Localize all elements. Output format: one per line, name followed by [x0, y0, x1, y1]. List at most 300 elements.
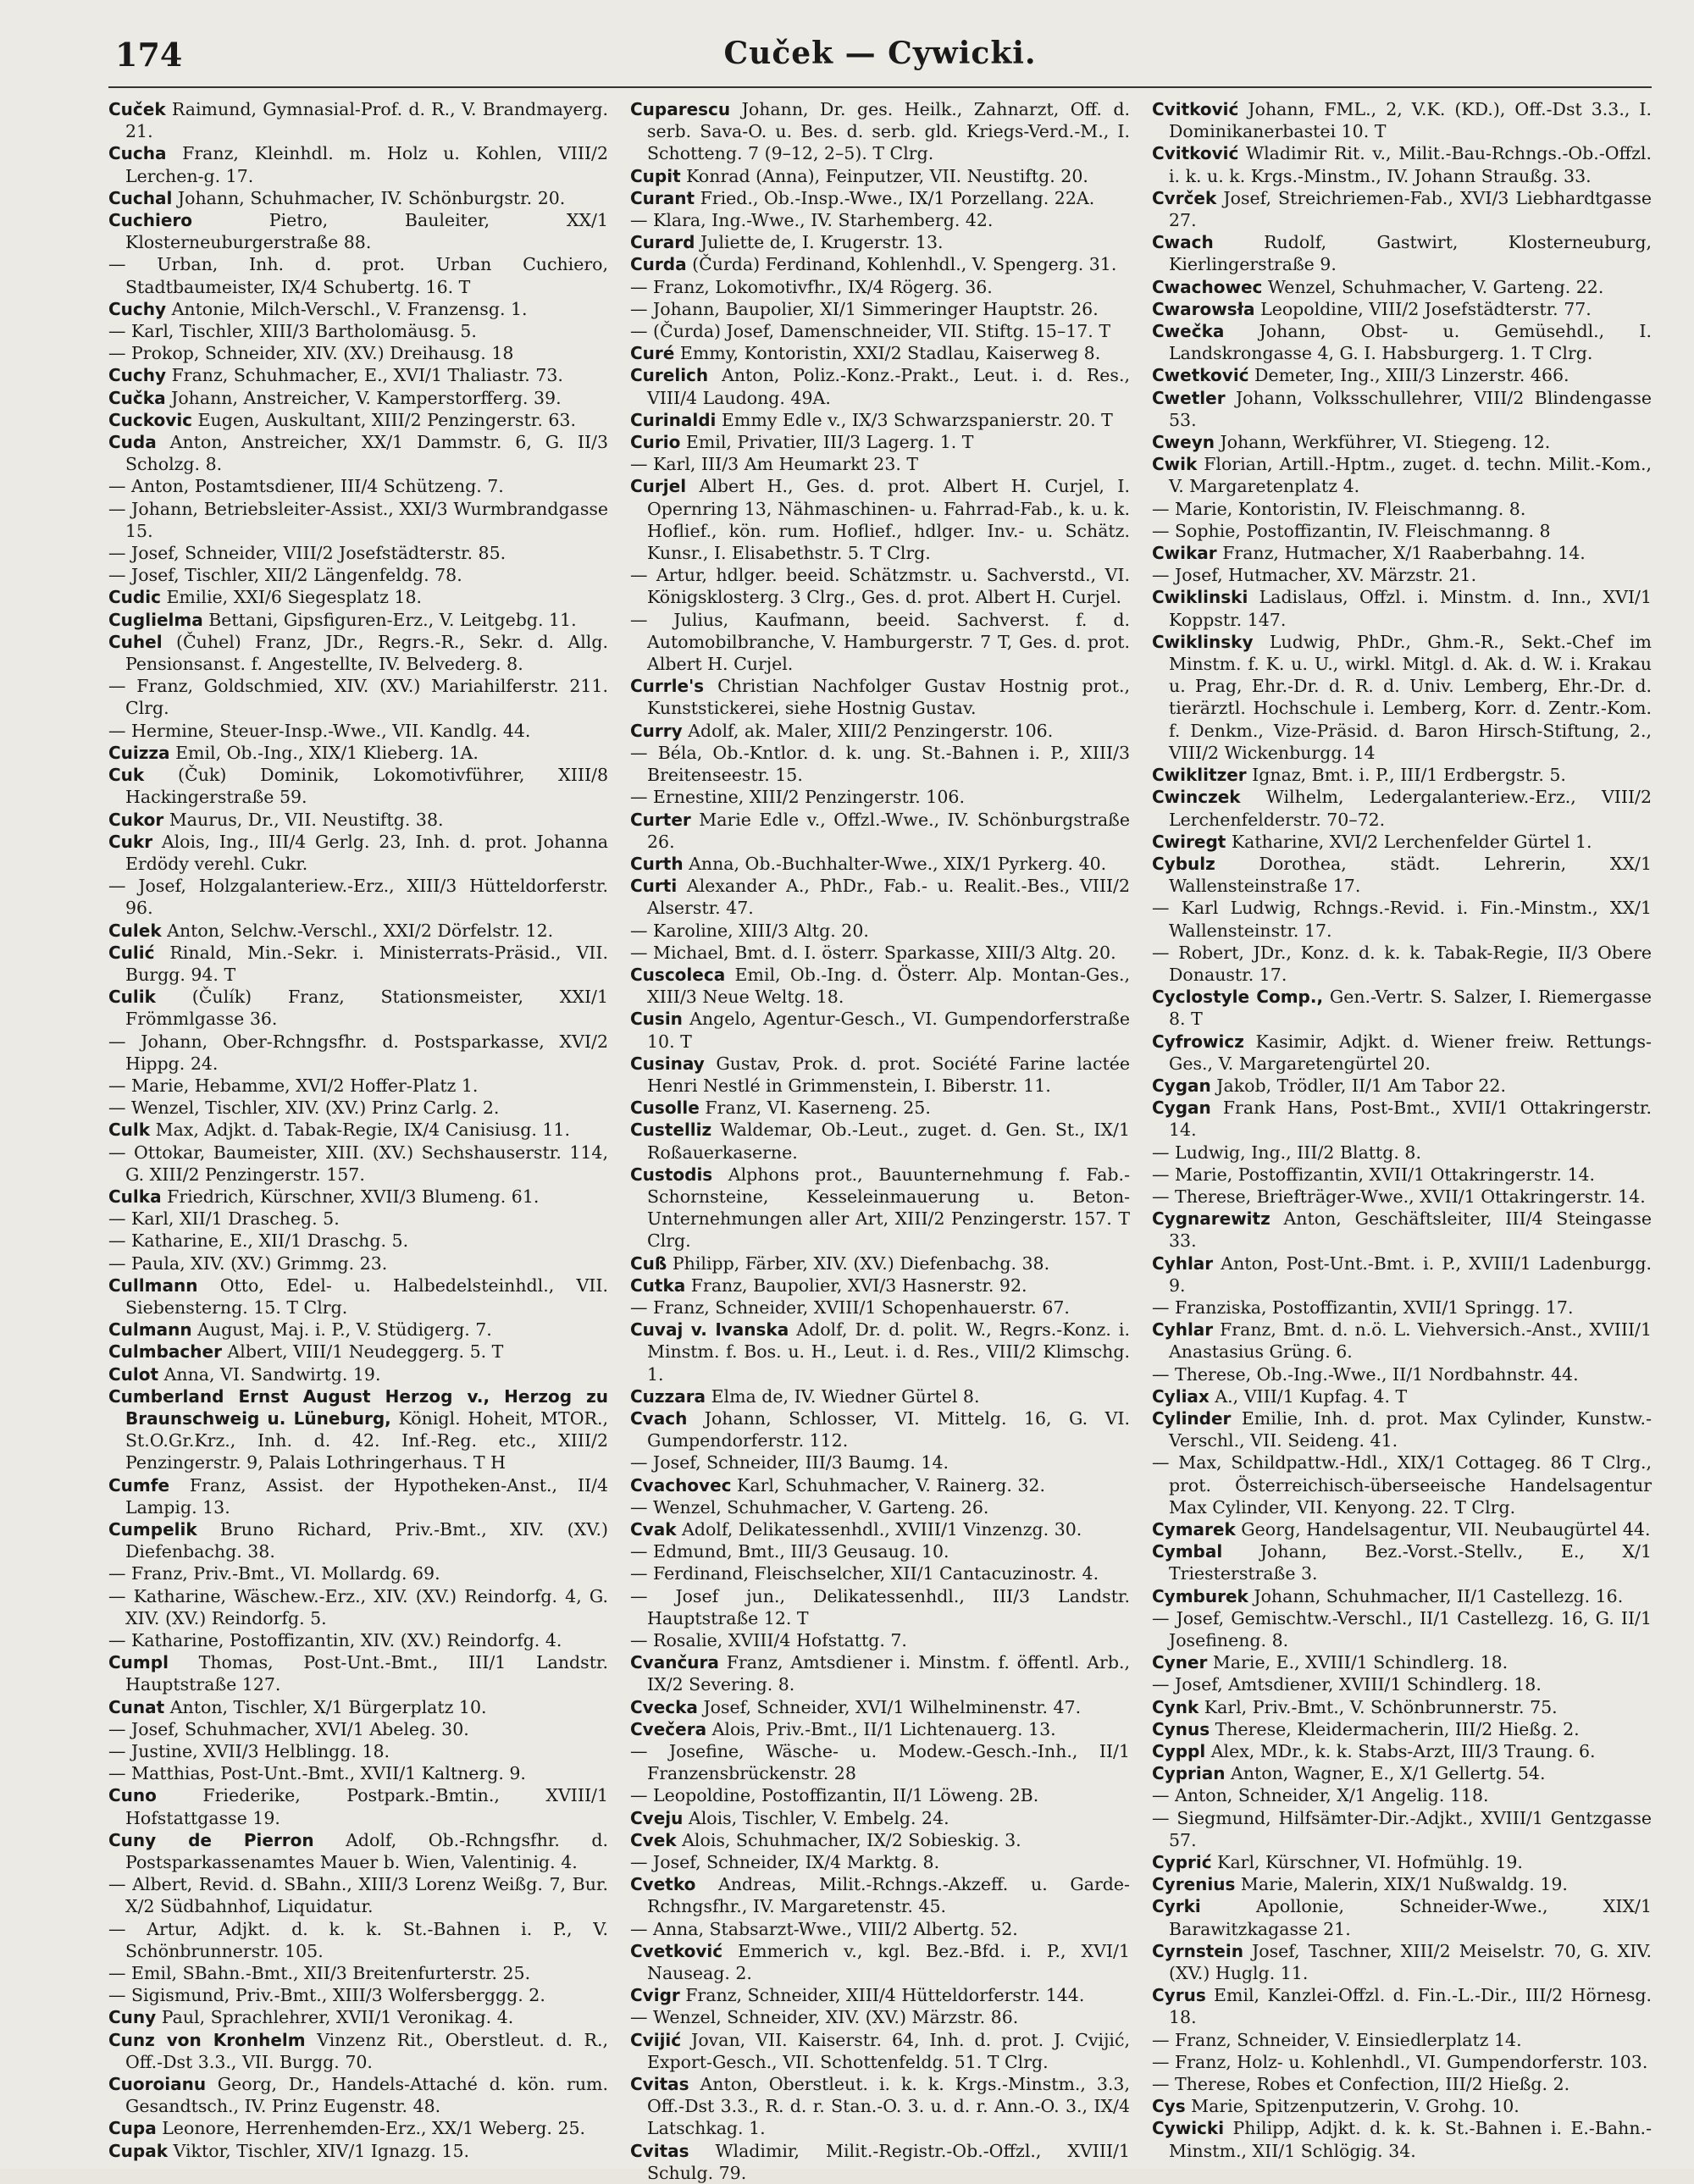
entry-details: Wladimir Rit. v., Milit.-Bau-Rchngs.-Ob.-Offzl. i. k. u. k. Krgs.-Minstm., IV. Johann Straußg. 33. [1169, 143, 1652, 186]
directory-entry [630, 431, 1130, 453]
directory-entry [630, 1851, 1130, 1873]
entry-details: Florian, Artill.-Hptm., zuget. d. techn. Milit.-Kom., V. Margaretenplatz 4. [1169, 454, 1652, 497]
directory-entry [630, 320, 1130, 342]
entry-details: Johann, Schlosser, VI. Mittelg. 16, G. VI. Gumpendorferstr. 112. [647, 1407, 1130, 1451]
directory-entry [1152, 1451, 1652, 1518]
entry-details: Thomas, Post-Unt.-Bmt., III/1 Landstr. Hauptstraße 127. [125, 1652, 608, 1695]
directory-entry [1152, 1784, 1652, 1806]
directory-entry [108, 387, 608, 409]
entry-surname: Cyliax [1152, 1385, 1210, 1407]
directory-entry [630, 1164, 1130, 1252]
directory-entry [630, 2140, 1130, 2184]
entry-details: Alexander A., PhDr., Fab.- u. Realit.-Bes., VIII/2 Alserstr. 47. [647, 876, 1130, 919]
entry-details: — Max, Schildpattw.-Hdl., XIX/1 Cottageg. 86 T Clrg., prot. Österreichisch-überseeische Handelsagentur Max Cylinder, VII. Kenyong. 22. T Clrg. [1152, 1452, 1652, 1518]
entry-details: — Urban, Inh. d. prot. Urban Cuchiero, Stadtbaumeister, IX/4 Schubertg. 16. T [108, 254, 608, 297]
directory-entry [630, 1696, 1130, 1718]
directory-entry [1152, 831, 1652, 853]
directory-entry [108, 498, 608, 542]
entry-details: Emmy, Kontoristin, XXI/2 Stadlau, Kaiserweg 8. [674, 343, 1101, 364]
entry-details: — Anton, Schneider, X/1 Angelig. 118. [1152, 1785, 1489, 1806]
directory-entry [630, 1829, 1130, 1851]
entry-surname: Cwetler [1152, 387, 1226, 408]
entry-surname: Cyhlar [1152, 1252, 1214, 1274]
directory-entry [630, 1918, 1130, 1940]
entry-details: — Josef, Schneider, VIII/2 Josefstädterstr. 85. [108, 543, 507, 564]
entry-details: Therese, Kleidermacherin, III/2 Hießg. 2. [1210, 1718, 1580, 1739]
entry-surname: Cwarowsła [1152, 298, 1255, 319]
directory-entry [1152, 298, 1652, 320]
entry-details: Rinald, Min.-Sekr. i. Ministerrats-Präsid., VII. Burgg. 94. T [125, 942, 608, 985]
directory-entry [1152, 142, 1652, 186]
entry-surname: Cupak [108, 2140, 169, 2161]
directory-entry [108, 1031, 608, 1075]
entry-details: — Edmund, Bmt., III/3 Geusaug. 10. [630, 1541, 949, 1562]
entry-surname: Cuchy [108, 365, 167, 386]
entry-details: — Ottokar, Baumeister, XIII. (XV.) Sechshauserstr. 114, G. XIII/2 Penzingerstr. 157. [108, 1142, 608, 1185]
directory-entry [108, 2029, 608, 2073]
entry-details: — Julius, Kaufmann, beeid. Sachverst. f. d. Automobilbranche, V. Hamburgerstr. 7 T, Ges. d. prot. Albert H. Curjel. [630, 609, 1130, 675]
entry-surname: Cveju [630, 1807, 684, 1828]
entry-details: — Josef, Schneider, IX/4 Marktg. 8. [630, 1852, 940, 1873]
directory-entry [108, 1740, 608, 1762]
entry-details: — Ferdinand, Fleischselcher, XII/1 Cantacuzinostr. 4. [630, 1563, 1099, 1584]
entry-details: Franz, Bmt. d. n.ö. L. Viehversich.-Anst., XVIII/1 Anastasius Grüng. 6. [1169, 1319, 1652, 1363]
entry-surname: Cyppl [1152, 1741, 1206, 1762]
directory-entry [630, 1407, 1130, 1451]
directory-entry [108, 298, 608, 320]
entry-surname: Cwinczek [1152, 787, 1241, 808]
directory-entry [1152, 564, 1652, 586]
directory-entry [108, 986, 608, 1030]
entry-details: Vinzenz Rit., Oberstleut. d. R., Off.-Dst 3.3., VII. Burgg. 70. [125, 2029, 608, 2072]
entry-details: Kasimir, Adjkt. d. Wiener freiw. Rettungs-Ges., V. Margaretengürtel 20. [1169, 1031, 1652, 1074]
entry-surname: Cwikar [1152, 543, 1217, 564]
entry-surname: Cuglielma [108, 609, 203, 630]
entry-surname: Cvitković [1152, 143, 1239, 164]
entry-details: (Čuk) Dominik, Lokomotivführer, XIII/8 Hackingerstraße 59. [125, 765, 608, 808]
directory-entry [630, 742, 1130, 786]
entry-details: Johann, Schuhmacher, II/1 Castellezg. 16. [1248, 1585, 1624, 1606]
entry-surname: Cygnarewitz [1152, 1208, 1270, 1230]
entry-details: Königl. Hoheit, MTOR., St.O.Gr.Krz., Inh. d. 42. Inf.-Reg. etc., XIII/2 Penzingerstr. 9, Palais Lothringerhaus. T H [125, 1407, 608, 1474]
entry-surname: Currle's [630, 676, 705, 697]
entry-details: A., VIII/1 Kupfag. 4. T [1209, 1385, 1408, 1407]
entry-details: Bettani, Gipsfiguren-Erz., V. Leitgebg. 11. [202, 609, 577, 630]
entry-surname: Cwach [1152, 232, 1214, 253]
entry-details: — Josef, Tischler, XII/2 Längenfeldg. 78. [108, 565, 462, 586]
directory-entry [1152, 2051, 1652, 2073]
entry-details: Emilie, Inh. d. prot. Max Cylinder, Kunstw.-Verschl., VII. Seideng. 41. [1169, 1407, 1652, 1451]
entry-details: Emmy Edle v., IX/3 Schwarzspanierstr. 20. T [716, 409, 1113, 430]
entry-details: Josef, Streichriemen-Fab., XVI/3 Liebhardtgasse 27. [1169, 187, 1652, 231]
entry-details: Philipp, Färber, XIV. (XV.) Diefenbachg. 38. [667, 1252, 1050, 1274]
entry-details: Franz, Baupolier, XVI/3 Hasnerstr. 92. [685, 1274, 1027, 1296]
entry-details: — Paula, XIV. (XV.) Grimmg. 23. [108, 1252, 388, 1274]
entry-details: — Ernestine, XIII/2 Penzingerstr. 106. [630, 787, 965, 808]
entry-surname: Cullmann [108, 1274, 198, 1296]
entry-surname: Cukor [108, 809, 164, 830]
directory-entry [108, 1629, 608, 1651]
entry-details: Anna, VI. Sandwirtg. 19. [158, 1363, 381, 1385]
entry-surname: Cvach [630, 1407, 688, 1429]
directory-entry [1152, 1940, 1652, 1984]
entry-surname: Cwetković [1152, 365, 1249, 386]
entry-surname: Curé [630, 343, 675, 364]
entry-details: Franz, Kleinhdl. m. Holz u. Kohlen, VIII/2 Lerchen-g. 17. [125, 143, 608, 186]
directory-entry [108, 431, 608, 475]
entry-surname: Culić [108, 942, 155, 963]
entry-surname: Cyprian [1152, 1763, 1226, 1784]
column-1 [108, 98, 608, 2184]
directory-entry [630, 98, 1130, 165]
entry-details: Johann, Bez.-Vorst.-Stellv., E., X/1 Triesterstraße 3. [1169, 1541, 1652, 1584]
entry-details: — Wenzel, Tischler, XIV. (XV.) Prinz Carlg. 2. [108, 1098, 500, 1119]
entry-surname: Cwiklinski [1152, 587, 1248, 608]
directory-entry [630, 1451, 1130, 1474]
entry-surname: Curry [630, 720, 683, 741]
entry-details: Georg, Handelsagentur, VII. Neubaugürtel 44. [1235, 1519, 1651, 1540]
directory-entry [630, 1518, 1130, 1540]
entry-details: — Franz, Goldschmied, XIV. (XV.) Mariahilferstr. 211. Clrg. [108, 676, 608, 719]
directory-entry [1152, 1075, 1652, 1097]
directory-entry [630, 942, 1130, 964]
entry-details: Johann, Werkführer, VI. Stiegeng. 12. [1215, 432, 1551, 453]
directory-entry [108, 253, 608, 297]
entry-surname: Curard [630, 232, 695, 253]
entry-surname: Curinaldi [630, 409, 717, 430]
page-header [108, 32, 1652, 88]
directory-entry [630, 1984, 1130, 2006]
entry-surname: Cuizza [108, 742, 170, 763]
directory-entry [1152, 1984, 1652, 2028]
directory-entry [630, 1629, 1130, 1651]
entry-details: Ludwig, PhDr., Ghm.-R., Sekt.-Chef im Minstm. f. K. u. U., wirkl. Mitgl. d. Ak. d. W. i. Krakau u. Prag, Ehr.-Dr. d. R. d. Univ. Lemberg, Ehr.-Dr. d. tierärztl. Hochschule i. Lemberg, Korr. d. Zentr.-Kom. f. Denkm., Vize-Präsid. d. Baron Hirsch-Stiftung, 2., VIII/2 Wickenburgg. 14 [1169, 631, 1652, 763]
directory-entry [1152, 1762, 1652, 1784]
directory-entry [108, 409, 608, 431]
entry-details: Juliette de, I. Krugerstr. 13. [695, 232, 944, 253]
entry-surname: Cvijić [630, 2029, 682, 2050]
entry-surname: Cvak [630, 1519, 677, 1540]
entry-surname: Cynus [1152, 1718, 1210, 1739]
directory-entry [1152, 631, 1652, 764]
directory-entry [1152, 1385, 1652, 1407]
directory-entry [108, 875, 608, 919]
directory-entry [108, 142, 608, 186]
directory-entry [108, 1784, 608, 1828]
entry-surname: Cvigr [630, 1985, 680, 2006]
directory-entry [1152, 2117, 1652, 2161]
entry-surname: Culk [108, 1120, 151, 1141]
directory-entry [108, 1186, 608, 1208]
entry-surname: Cymarek [1152, 1519, 1236, 1540]
entry-surname: Culik [108, 987, 156, 1008]
entry-surname: Cuparescu [630, 99, 731, 119]
directory-entry [630, 1807, 1130, 1829]
entry-details: — Johann, Betriebsleiter-Assist., XXI/3 Wurmbrandgasse 15. [108, 498, 608, 541]
entry-surname: Cvek [630, 1829, 677, 1850]
entry-details: Anton, Geschäftsleiter, III/4 Steingasse 33. [1169, 1208, 1652, 1252]
entry-details: Albert H., Ges. d. prot. Albert H. Curjel, I. Opernring 13, Nähmaschinen- u. Fahrrad-Fab., k. u. k. Hoflief., kön. rum. Hoflief., hdlger. Inv.- u. Schätz. Kunsr., I. Elisabethstr. 5. T Clrg. [647, 476, 1130, 564]
directory-entry [630, 342, 1130, 364]
directory-entry [108, 1518, 608, 1562]
entry-details: — Josef, Holzgalanteriew.-Erz., XIII/3 Hütteldorferstr. 96. [108, 876, 608, 919]
entry-details: — Karl, XII/1 Drascheg. 5. [108, 1208, 340, 1230]
entry-details: — Artur, hdlger. beeid. Schätzmstr. u. Sachverstd., VI. Königsklosterg. 3 Clrg., Ges. d. prot. Albert H. Curjel. [630, 565, 1130, 608]
directory-entry [1152, 453, 1652, 497]
directory-entry [1152, 520, 1652, 542]
entry-details: Emil, Privatier, III/3 Lagerg. 1. T [680, 432, 974, 453]
entry-surname: Cutka [630, 1274, 686, 1296]
entry-details: Leonore, Herrenhemden-Erz., XX/1 Weberg. 25. [156, 2118, 586, 2139]
entry-surname: Culot [108, 1363, 159, 1385]
entry-details: Emil, Ob.-Ing. d. Österr. Alp. Montan-Ges., XIII/3 Neue Weltg. 18. [647, 964, 1130, 1008]
entry-details: Fried., Ob.-Insp.-Wwe., IX/1 Porzellang. 22A. [695, 187, 1095, 208]
entry-details: Georg, Dr., Handels-Attaché d. kön. rum. Gesandtsch., IV. Prinz Eugenstr. 48. [125, 2074, 608, 2117]
directory-entry [108, 475, 608, 497]
directory-entry [1152, 1651, 1652, 1673]
directory-entry [630, 364, 1130, 408]
entry-surname: Cumfe [108, 1474, 170, 1496]
entry-details: Andreas, Milit.-Rchngs.-Akzeff. u. Garde-Rchngsfhr., IV. Margaretenstr. 45. [647, 1874, 1130, 1917]
directory-entry [108, 187, 608, 209]
directory-entry [630, 920, 1130, 942]
entry-details: Friederike, Postpark.-Bmtin., XVIII/1 Hofstattgasse 19. [125, 1785, 608, 1828]
entry-details: Emmerich v., kgl. Bez.-Bfd. i. P., XVI/1 Nauseag. 2. [647, 1940, 1130, 1984]
directory-entry [1152, 231, 1652, 275]
entry-details: — Karoline, XIII/3 Altg. 20. [630, 920, 869, 941]
entry-details: Alphons prot., Bauunternehmung f. Fab.-Schornsteine, Kesseleinmauerung u. Beton-Unternehmungen aller Art, XIII/2 Penzingerstr. 157. T Clrg. [647, 1164, 1130, 1252]
directory-entry [630, 1385, 1130, 1407]
entry-details: Emil, Ob.-Ing., XIX/1 Klieberg. 1A. [169, 742, 479, 763]
directory-entry [630, 609, 1130, 676]
directory-entry [108, 1651, 608, 1695]
entry-details: Leopoldine, VIII/2 Josefstädterstr. 77. [1254, 298, 1592, 319]
entry-details: — Artur, Adjkt. d. k. k. St.-Bahnen i. P., V. Schönbrunnerstr. 105. [108, 1918, 608, 1961]
directory-entry [108, 2006, 608, 2028]
directory-entry [1152, 1740, 1652, 1762]
directory-entry [1152, 1540, 1652, 1584]
directory-entry [630, 1651, 1130, 1695]
entry-surname: Culmbacher [108, 1341, 222, 1363]
entry-surname: Cynk [1152, 1696, 1199, 1717]
directory-entry [1152, 1208, 1652, 1252]
entry-details: Gustav, Prok. d. prot. Société Farine lactée Henri Nestlé in Grimmenstein, I. Biberstr. 11. [647, 1053, 1130, 1096]
directory-entry [630, 276, 1130, 298]
entry-details: Anton, Oberstleut. i. k. k. Krgs.-Minstm., 3.3, Off.-Dst 3.3., R. d. r. Stan.-O. 3. u. d. r. Ann.-O. 3., IX/4 Latschkag. 1. [647, 2074, 1130, 2139]
entry-surname: Cvitković [1152, 99, 1239, 119]
entry-details: Johann, FML., 2, V.K. (KD.), Off.-Dst 3.3., I. Dominikanerbastei 10. T [1169, 99, 1652, 142]
entry-details: Franz, Schneider, XIII/4 Hütteldorferstr. 144. [679, 1985, 1085, 2006]
entry-surname: Cukr [108, 831, 153, 852]
entry-surname: Cupa [108, 2118, 157, 2139]
directory-entry [1152, 431, 1652, 453]
directory-entry [108, 1119, 608, 1141]
entry-details: — Siegmund, Hilfsämter-Dir.-Adjkt., XVIII/1 Gentzgasse 57. [1152, 1807, 1652, 1850]
directory-entry [630, 1496, 1130, 1518]
entry-details: — Hermine, Steuer-Insp.-Wwe., VII. Kandlg. 44. [108, 720, 531, 741]
entry-details: Dorothea, städt. Lehrerin, XX/1 Wallensteinstraße 17. [1169, 853, 1652, 897]
entry-details: Apollonie, Schneider-Wwe., XIX/1 Barawitzkagasse 21. [1169, 1896, 1652, 1939]
directory-entry [1152, 1718, 1652, 1740]
entry-details: — Josef, Schuhmacher, XVI/1 Abeleg. 30. [108, 1718, 469, 1739]
directory-entry [1152, 1319, 1652, 1363]
directory-entry [630, 2073, 1130, 2140]
entry-details: Philipp, Adjkt. d. k. k. St.-Bahnen i. E.-Bahn.-Minstm., XII/1 Schlögig. 34. [1169, 2118, 1652, 2161]
entry-details: Johann, Volksschullehrer, VIII/2 Blindengasse 53. [1169, 387, 1652, 430]
entry-details: — Karl, Tischler, XIII/3 Bartholomäusg. 5. [108, 321, 477, 342]
entry-surname: Cylinder [1152, 1407, 1232, 1429]
directory-entry [630, 1718, 1130, 1740]
entry-details: Johann, Anstreicher, V. Kamperstorfferg. 39. [165, 387, 562, 408]
entry-surname: Cwachowec [1152, 276, 1263, 297]
directory-entry [1152, 1518, 1652, 1540]
directory-entry [1152, 320, 1652, 364]
entry-details: Alex, MDr., k. k. Stabs-Arzt, III/3 Traung. 6. [1205, 1741, 1596, 1762]
entry-surname: Cuček [108, 99, 166, 119]
directory-entry [1152, 853, 1652, 897]
entry-details: (Čulík) Franz, Stationsmeister, XXI/1 Frömmlgasse 36. [125, 987, 608, 1030]
entry-surname: Cunat [108, 1696, 165, 1717]
entry-surname: Cywicki [1152, 2118, 1225, 2139]
directory-entry [1152, 1673, 1652, 1695]
directory-entry [108, 1274, 608, 1319]
directory-entry [108, 1474, 608, 1518]
entry-details: Johann, Dr. ges. Heilk., Zahnarzt, Off. d. serb. Sava-O. u. Bes. d. serb. gld. Kriegs-Verd.-M., I. Schotteng. 7 (9–12, 2–5). T Clrg. [647, 99, 1130, 164]
directory-entry [630, 2006, 1130, 2028]
directory-entry [630, 875, 1130, 919]
entry-surname: Cvachovec [630, 1474, 732, 1496]
directory-entry [1152, 1164, 1652, 1186]
directory-entry [630, 453, 1130, 475]
entry-surname: Cuckovic [108, 409, 193, 430]
directory-entry [630, 1252, 1130, 1274]
entry-surname: Cvetko [630, 1874, 696, 1895]
entry-details: Alois, Ing., III/4 Gerlg. 23, Inh. d. prot. Johanna Erdödy verehl. Cukr. [125, 831, 608, 874]
directory-entry [108, 1984, 608, 2006]
directory-entry [108, 675, 608, 719]
entry-details: Josef, Schneider, XVI/1 Wilhelminenstr. 47. [697, 1696, 1082, 1717]
entry-details: Ignaz, Bmt. i. P., III/1 Erdbergstr. 5. [1246, 765, 1566, 786]
entry-surname: Cyclostyle Comp., [1152, 987, 1324, 1008]
directory-entry [108, 1208, 608, 1230]
entry-details: Bruno Richard, Priv.-Bmt., XIV. (XV.) Diefenbachg. 38. [125, 1519, 608, 1562]
entry-details: — Josef, Schneider, III/3 Baumg. 14. [630, 1452, 949, 1474]
entry-details: Marie, Malerin, XIX/1 Nußwaldg. 19. [1235, 1874, 1568, 1895]
directory-entry [1152, 542, 1652, 564]
entry-details: Eugen, Auskultant, XIII/2 Penzingerstr. 63. [192, 409, 576, 430]
directory-entry [630, 2029, 1130, 2073]
directory-entry [1152, 2095, 1652, 2117]
directory-entry [1152, 786, 1652, 830]
entry-surname: Cuzzara [630, 1385, 706, 1407]
entry-details: — Franziska, Postoffizantin, XVII/1 Springg. 17. [1152, 1297, 1574, 1318]
entry-details: Gen.-Vertr. S. Salzer, I. Riemergasse 8. T [1169, 987, 1652, 1030]
entry-surname: Cvecka [630, 1696, 698, 1717]
entry-surname: Cys [1152, 2096, 1186, 2117]
entry-details: Viktor, Tischler, XIV/1 Ignazg. 15. [168, 2140, 469, 2161]
entry-details: — Katharine, Postoffizantin, XIV. (XV.) Reindorfg. 4. [108, 1630, 562, 1651]
directory-entry [108, 342, 608, 364]
directory-entry [630, 475, 1130, 564]
entry-surname: Cwiregt [1152, 831, 1226, 852]
entry-surname: Cwiklinsky [1152, 631, 1254, 652]
directory-entry [630, 409, 1130, 431]
entry-surname: Curjel [630, 476, 687, 497]
directory-entry [630, 1097, 1130, 1119]
entry-surname: Cuda [108, 432, 157, 453]
entry-surname: Cumberland Ernst August Herzog v., Herzog zu Braunschweig u. Lüneburg, [108, 1385, 608, 1429]
entry-details: — Béla, Ob.-Kntlor. d. k. ung. St.-Bahnen i. P., XIII/3 Breitenseestr. 15. [630, 742, 1130, 786]
entry-surname: Cygan [1152, 1098, 1211, 1119]
directory-entry [108, 1696, 608, 1718]
directory-entry [108, 742, 608, 764]
directory-entry [108, 364, 608, 386]
entry-surname: Cyner [1152, 1652, 1208, 1673]
directory-entry [630, 1585, 1130, 1629]
entry-details: — Franz, Schneider, V. Einsiedlerplatz 14. [1152, 2029, 1522, 2050]
directory-entry [630, 165, 1130, 187]
entry-details: Wenzel, Schuhmacher, V. Garteng. 22. [1262, 276, 1604, 297]
directory-entry [108, 1873, 608, 1917]
entry-details: — Karl, III/3 Am Heumarkt 23. T [630, 454, 919, 475]
directory-entry [108, 1762, 608, 1784]
directory-entry [108, 1385, 608, 1474]
entry-details: Waldemar, Ob.-Leut., zuget. d. Gen. St., IX/1 Roßauerkaserne. [647, 1120, 1130, 1163]
entry-details: Elma de, IV. Wiedner Gürtel 8. [706, 1385, 980, 1407]
directory-entry [1152, 897, 1652, 941]
directory-entry [630, 1940, 1130, 1984]
directory-entry [108, 942, 608, 986]
directory-entry [630, 964, 1130, 1008]
entry-details: Paul, Sprachlehrer, XVII/1 Veronikag. 4. [156, 2007, 514, 2028]
entry-details: (Čuhel) Franz, JDr., Regrs.-R., Sekr. d. Allg. Pensionsanst. f. Angestellte, IV. Belvederg. 8. [125, 631, 608, 675]
entry-details: — Franz, Lokomotivfhr., IX/4 Rögerg. 36. [630, 276, 993, 297]
entry-details: Adolf, ak. Maler, XIII/2 Penzingerstr. 106. [682, 720, 1054, 741]
entry-details: (Čurda) Ferdinand, Kohlenhdl., V. Spengerg. 31. [686, 254, 1117, 275]
entry-details: — Emil, SBahn.-Bmt., XII/3 Breitenfurterstr. 25. [108, 1963, 531, 1984]
directory-entry [630, 1119, 1130, 1163]
entry-details: — (Čurda) Josef, Damenschneider, VII. Stiftg. 15–17. T [630, 321, 1111, 342]
entry-details: — Josef jun., Delikatessenhdl., III/3 Landstr. Hauptstraße 12. T [630, 1585, 1130, 1628]
entry-details: Angelo, Agentur-Gesch., VI. Gumpendorferstraße 10. T [647, 1009, 1130, 1052]
entry-details: — Johann, Ober-Rchngsfhr. d. Postsparkasse, XVI/2 Hippg. 24. [108, 1031, 608, 1074]
entry-surname: Culmann [108, 1319, 192, 1341]
directory-entry [108, 98, 608, 142]
entry-details: — Karl Ludwig, Rchngs.-Revid. i. Fin.-Minstm., XX/1 Wallensteinstr. 17. [1152, 898, 1652, 941]
entry-surname: Cwiklitzer [1152, 765, 1247, 786]
entry-surname: Curti [630, 876, 678, 897]
entry-details: — Leopoldine, Postoffizantin, II/1 Löweng. 2B. [630, 1785, 1039, 1806]
entry-details: — Wenzel, Schuhmacher, V. Garteng. 26. [630, 1496, 989, 1518]
entry-surname: Cucha [108, 143, 167, 164]
directory-entry [108, 609, 608, 631]
directory-entry [108, 2140, 608, 2162]
entry-surname: Curth [630, 853, 684, 874]
entry-details: — Johann, Baupolier, XI/1 Simmeringer Hauptstr. 26. [630, 298, 1099, 319]
directory-entry [630, 1540, 1130, 1562]
entry-details: Marie, E., XVIII/1 Schindlerg. 18. [1207, 1652, 1509, 1673]
directory-entry [1152, 187, 1652, 231]
entry-surname: Cymbal [1152, 1541, 1223, 1562]
entry-details: Christian Nachfolger Gustav Hostnig prot., Kunststickerei, siehe Hostnig Gustav. [647, 676, 1130, 719]
entry-details: Adolf, Delikatessenhdl., XVIII/1 Vinzenzg. 30. [676, 1519, 1082, 1540]
entry-details: Karl, Kürschner, VI. Hofmühlg. 19. [1211, 1852, 1523, 1873]
directory-entry [1152, 942, 1652, 986]
entry-details: — Sigismund, Priv.-Bmt., XIII/3 Wolfersberggg. 2. [108, 1985, 545, 2006]
entry-details: — Therese, Robes et Confection, III/2 Hießg. 2. [1152, 2074, 1570, 2095]
directory-entry [1152, 986, 1652, 1030]
entry-surname: Cuoroianu [108, 2074, 207, 2095]
